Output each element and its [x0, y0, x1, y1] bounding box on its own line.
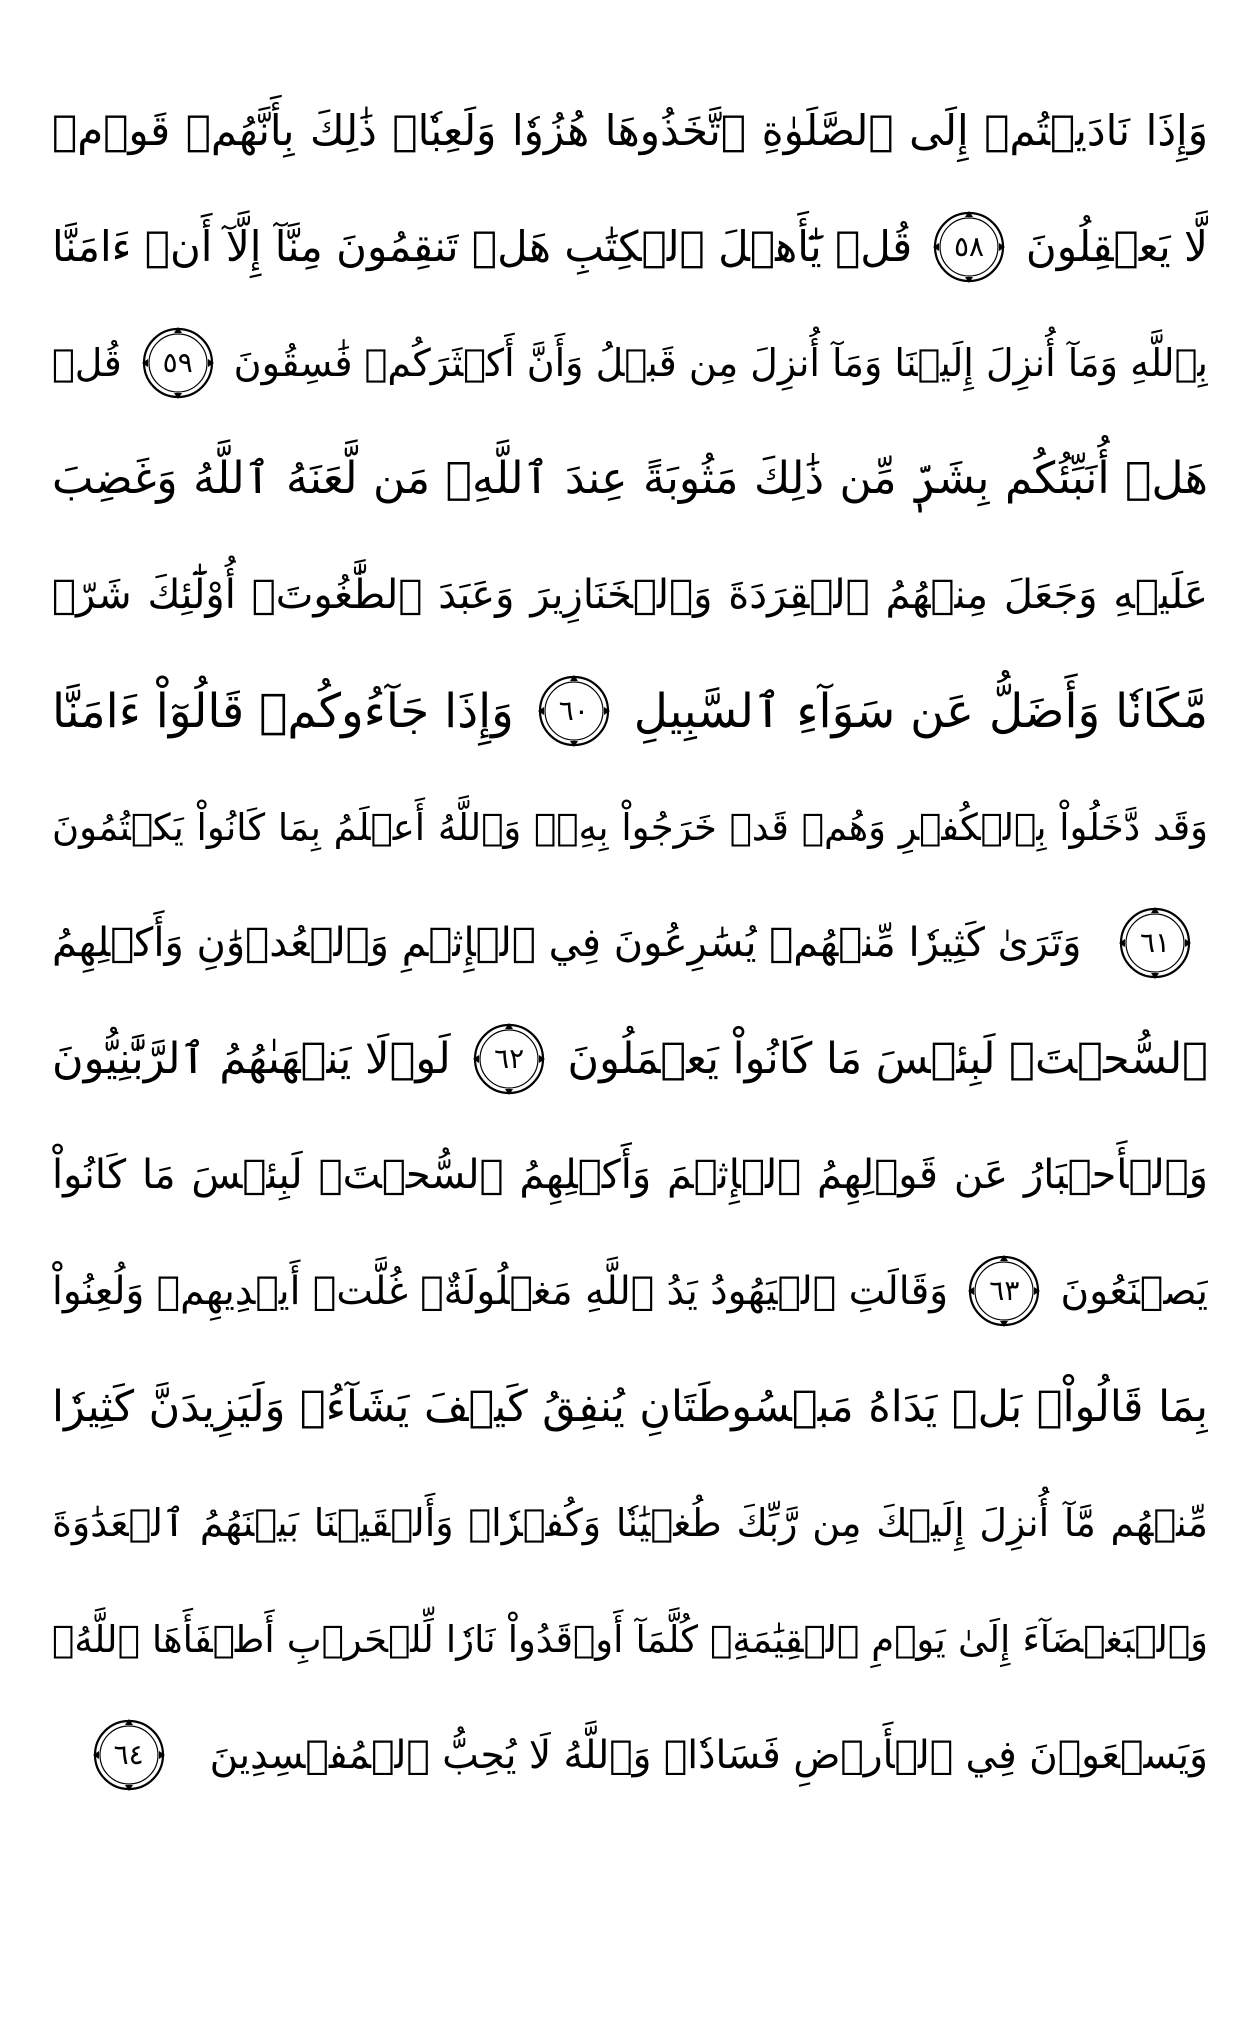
- ayah-number: ٦١: [1139, 926, 1171, 959]
- verse-text: وَتَرَىٰ كَثِيرٗا مِّنۡهُمۡ يُسَٰرِعُونَ فِي ٱلۡإِثۡمِ وَٱلۡعُدۡوَٰنِ وَأَكۡلِهِمُ: [52, 920, 1082, 966]
- ayah-number: ٦٤: [113, 1738, 144, 1771]
- ayah-number-marker: [90, 1716, 168, 1794]
- verse-text: مَّكَانٗا وَأَضَلُّ عَن سَوَآءِ ٱلسَّبِيلِ: [633, 683, 1208, 739]
- verse-text: عَلَيۡهِ وَجَعَلَ مِنۡهُمُ ٱلۡقِرَدَةَ وَٱلۡخَنَازِيرَ وَعَبَدَ ٱلطَّٰغُوتَۚ أُوْلَٰٓئِكَ شَرّٞ: [52, 572, 1208, 618]
- verse-line: [52, 539, 1208, 651]
- verse-line: [52, 887, 1208, 999]
- verse-text: وَإِذَا نَادَيۡتُمۡ إِلَى ٱلصَّلَوٰةِ ٱتَّخَذُوهَا هُزُوٗا وَلَعِبٗاۚ ذَٰلِكَ بِأَنَّهُمۡ قَوۡمٞ: [52, 106, 1208, 155]
- verse-line: [52, 1467, 1208, 1579]
- verse-text: وَقَد دَّخَلُواْ بِٱلۡكُفۡرِ وَهُمۡ قَدۡ خَرَجُواْ بِهِۦۚ وَٱللَّهُ أَعۡلَمُ بِمَا كَانُواْ يَكۡتُمُونَ: [52, 805, 1208, 849]
- verse-line: [52, 1003, 1208, 1115]
- verse-text: وَٱلۡأَحۡبَارُ عَن قَوۡلِهِمُ ٱلۡإِثۡمَ وَأَكۡلِهِمُ ٱلسُّحۡتَۚ لَبِئۡسَ مَا كَانُواْ: [52, 1152, 1208, 1198]
- verse-text: ٱلسُّحۡتَۚ لَبِئۡسَ مَا كَانُواْ يَعۡمَلُونَ: [567, 1033, 1208, 1084]
- verse-line: [52, 423, 1208, 535]
- ayah-number: ٥٩: [162, 346, 193, 379]
- ayah-number-marker: [139, 324, 217, 402]
- verse-line: [52, 655, 1208, 767]
- verse-text: بِٱللَّهِ وَمَآ أُنزِلَ إِلَيۡنَا وَمَآ أُنزِلَ مِن قَبۡلُ وَأَنَّ أَكۡثَرَكُمۡ فَٰسِقُونَ: [233, 341, 1208, 385]
- verse-line: [52, 307, 1208, 419]
- verse-text: قُلۡ: [52, 341, 122, 385]
- mushaf-page: [52, 0, 1208, 2038]
- verse-text: وَقَالَتِ ٱلۡيَهُودُ يَدُ ٱللَّهِ مَغۡلُولَةٌۚ غُلَّتۡ أَيۡدِيهِمۡ وَلُعِنُواْ: [52, 1268, 949, 1314]
- verse-text: بِمَا قَالُواْۘ بَلۡ يَدَاهُ مَبۡسُوطَتَانِ يُنفِقُ كَيۡفَ يَشَآءُۚ وَلَيَزِيدَنَّ كَثِيرٗا: [52, 1381, 1208, 1432]
- ayah-number: ٦٢: [494, 1042, 525, 1075]
- ayah-number-marker: [930, 208, 1008, 286]
- verse-text: لَّا يَعۡقِلُونَ: [1025, 222, 1208, 271]
- verse-line: [52, 191, 1208, 303]
- verse-line: [52, 1351, 1208, 1463]
- ayah-number-marker: [470, 1020, 548, 1098]
- verse-line: [52, 75, 1208, 187]
- ayah-number: ٦٠: [558, 694, 589, 727]
- verse-text: لَوۡلَا يَنۡهَىٰهُمُ ٱلرَّبَّٰنِيُّونَ: [52, 1033, 451, 1084]
- verse-text: وَإِذَا جَآءُوكُمۡ قَالُوٓاْ ءَامَنَّا: [52, 683, 514, 739]
- verse-text: مِّنۡهُم مَّآ أُنزِلَ إِلَيۡكَ مِن رَّبِّكَ طُغۡيَٰنٗا وَكُفۡرٗاۚ وَأَلۡقَيۡنَا بَيۡنَهُمُ ٱلۡعَدَٰوَةَ: [52, 1501, 1208, 1545]
- ayah-number: ٥٨: [953, 230, 985, 263]
- verse-text: وَٱلۡبَغۡضَآءَ إِلَىٰ يَوۡمِ ٱلۡقِيَٰمَةِۚ كُلَّمَآ أَوۡقَدُواْ نَارٗا لِّلۡحَرۡبِ أَطۡفَأَهَا ٱللَّهُۚ: [52, 1617, 1208, 1661]
- verse-text: قُلۡ يَٰٓأَهۡلَ ٱلۡكِتَٰبِ هَلۡ تَنقِمُونَ مِنَّآ إِلَّآ أَنۡ ءَامَنَّا: [52, 222, 913, 271]
- ayah-number-marker: [535, 672, 613, 750]
- verse-line: [52, 1699, 1208, 1811]
- verse-line: [52, 1119, 1208, 1231]
- verse-line: [52, 1583, 1208, 1695]
- ayah-number-marker: [965, 1252, 1043, 1330]
- verse-text: يَصۡنَعُونَ: [1060, 1268, 1208, 1314]
- ayah-number-marker: [1116, 904, 1194, 982]
- ayah-number: ٦٣: [989, 1274, 1020, 1307]
- verse-text: هَلۡ أُنَبِّئُكُم بِشَرّٖ مِّن ذَٰلِكَ مَثُوبَةً عِندَ ٱللَّهِۚ مَن لَّعَنَهُ ٱللَّهُ وَغَضِبَ: [52, 453, 1208, 504]
- verse-text: وَيَسۡعَوۡنَ فِي ٱلۡأَرۡضِ فَسَادٗاۚ وَٱللَّهُ لَا يُحِبُّ ٱلۡمُفۡسِدِينَ: [209, 1732, 1208, 1778]
- verse-line: [52, 771, 1208, 883]
- verse-line: [52, 1235, 1208, 1347]
